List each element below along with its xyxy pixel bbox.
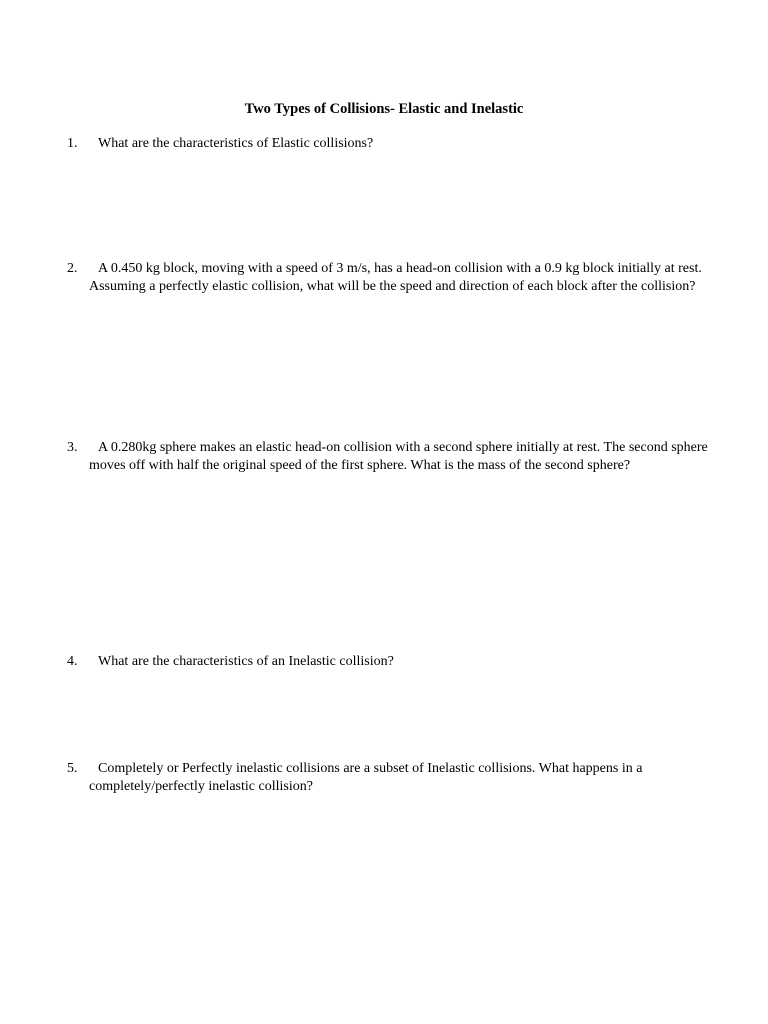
page-title: Two Types of Collisions- Elastic and Inelastic [244,101,524,117]
question-number: 4. [67,654,78,669]
question-number: 3. [67,440,78,455]
question-5 [67,760,727,797]
question-text: What are the characteristics of an Inelastic collision? [98,654,394,669]
question-text: A 0.450 kg block, moving with a speed of 3 m/s, has a head-on collision with a 0.9 kg block initially at rest. Assuming a perfectly elastic collision, what will be the speed and direction of each block after the collision? [89,261,702,295]
question-2 [67,260,727,297]
question-number: 1. [67,136,78,151]
question-4 [67,653,727,671]
question-text: Completely or Perfectly inelastic collisions are a subset of Inelastic collisions. What happens in a completely/perfectly inelastic collision? [89,761,643,795]
question-1 [67,135,727,153]
question-text: What are the characteristics of Elastic collisions? [98,136,374,151]
question-text: A 0.280kg sphere makes an elastic head-on collision with a second sphere initially at rest. The second sphere moves off with half the original speed of the first sphere. What is the mass of the second sphere? [89,440,708,474]
question-number: 5. [67,761,78,776]
question-3 [67,439,727,476]
question-number: 2. [67,261,78,276]
